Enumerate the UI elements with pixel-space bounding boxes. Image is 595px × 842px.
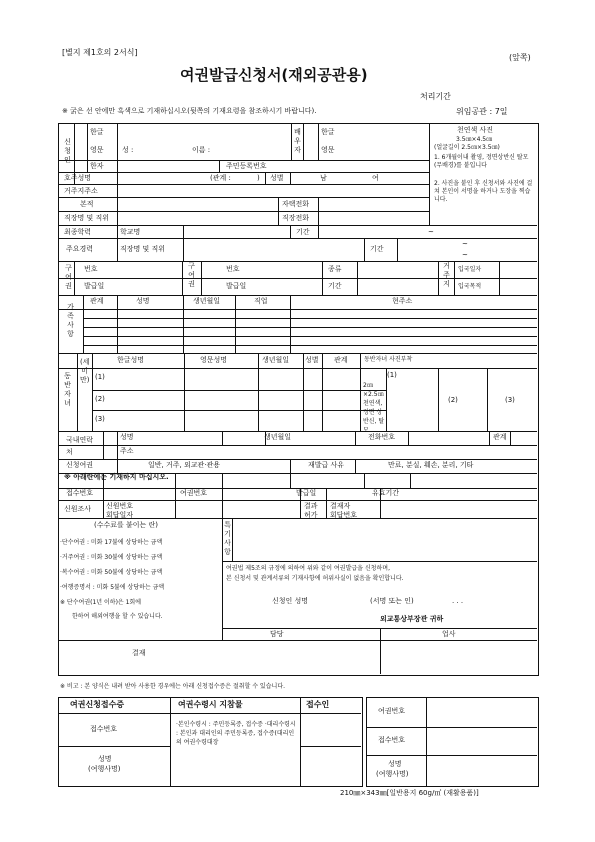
- reply-number-label: 회답번호: [330, 511, 358, 519]
- companion-col-birth: 생년월일: [262, 356, 290, 364]
- employer-label: 직장명 및 직위: [120, 245, 166, 253]
- receipt-name-label: 성명: [98, 755, 112, 763]
- companion-col-english: 영문성명: [200, 356, 228, 364]
- stay-label: 거주지: [443, 262, 450, 288]
- contact-name-label: 성명: [120, 433, 134, 441]
- receipt-number-label: 접수번호: [90, 725, 118, 733]
- family-col-name: 성명: [136, 297, 150, 305]
- entry-purpose-label: 입국목적: [458, 283, 482, 290]
- form-title: 여권발급신청서(재외공관용): [180, 66, 368, 84]
- receipt-no-label: 접수번호: [66, 489, 94, 497]
- companion-photo-note: 2㎝×2.5㎝ 천연색, 정면 상반신, 탈모: [363, 382, 385, 434]
- sex-male[interactable]: 남: [320, 174, 327, 182]
- old-passport-group: 구여권: [65, 264, 72, 290]
- paper-spec: 210㎜×343㎜[일반용지 60g/㎡ (재활용품)]: [340, 789, 479, 797]
- family-col-job: 직업: [254, 297, 268, 305]
- period-label: 기간: [296, 228, 310, 236]
- valid-until-label: 유효기간: [372, 489, 400, 497]
- fee-residence: ·거주여권 : 미화 30불에 상당하는 금액: [60, 554, 163, 561]
- companion-photo-1: (1): [387, 371, 397, 379]
- family-col-address: 현주소: [392, 297, 413, 305]
- fee-note-2: 한하여 해외여행을 할 수 있습니다.: [72, 613, 163, 620]
- entry-date-label: 입국일자: [458, 266, 482, 273]
- sex-female[interactable]: 여: [372, 174, 379, 182]
- fee-note-1: ※ 단수여권(1년 이하)은 1회에: [60, 599, 142, 606]
- result-label: 결과: [304, 502, 318, 510]
- receipt-title: 여권신청접수증: [70, 700, 125, 709]
- passport-kind-options[interactable]: 일반, 거주, 외교관·관용: [148, 461, 220, 469]
- companion-photo-3: (3): [505, 396, 515, 404]
- applicant-signature-label: 신청인 성명: [272, 597, 309, 605]
- office-issue-date-label: 발급일: [296, 489, 317, 497]
- right-receipt-no-label: 접수번호: [378, 736, 406, 744]
- receipt-agency-label: (여행사명): [88, 765, 121, 773]
- applicant-group-label: 신청인: [64, 138, 71, 164]
- companion-group-label: 동반자녀: [64, 372, 71, 407]
- contact-relation-label: 관계: [493, 433, 507, 441]
- school-label: 학교명: [120, 228, 141, 236]
- pickup-items-title: 여권수령시 지참물: [178, 700, 243, 709]
- right-name-label: 성명: [388, 760, 402, 768]
- reply-no-label: 회답일자: [106, 511, 134, 519]
- applicant-hanja-label: 한자: [90, 162, 104, 170]
- office-passport-no-label: 여권번호: [180, 489, 208, 497]
- companion-row-3: (3): [95, 415, 105, 423]
- companion-col-photo: 동반자녀 사진부착: [364, 356, 413, 363]
- relation-open: (관계 :: [210, 174, 231, 182]
- spouse-english-label: 영문: [321, 146, 335, 154]
- companion-photo-2: (2): [448, 396, 458, 404]
- education-label: 최종학력: [64, 228, 92, 236]
- reviewer-label: 업사: [442, 630, 456, 638]
- old-passport-issue-label: 발급일: [84, 282, 105, 290]
- surname-label: 성 :: [122, 146, 134, 154]
- processing-period-label: 처리기간: [420, 92, 451, 101]
- signature-note: (서명 또는 인): [370, 597, 414, 605]
- fee-box-title: (수수료를 붙이는 란): [94, 521, 159, 529]
- special-notes-label: 특기사항: [224, 521, 231, 556]
- instruction-notice: ※ 굵은 선 안에만 흑색으로 기재하십시오(뒷쪽의 기재요령을 참조하시기 바랍니다).: [62, 107, 317, 115]
- new-passport-group: 구여권: [188, 262, 195, 288]
- relation-close: ): [257, 174, 260, 182]
- period-tilde: ~: [428, 228, 434, 236]
- passport-number-label: 번호: [226, 265, 240, 273]
- fee-multiple: ·복수여권 : 미화 50불에 상당하는 금액: [60, 569, 163, 576]
- resident-no-label: 주민등록번호: [226, 162, 267, 170]
- declaration-line-1: 여권법 제5조의 규정에 의하여 위와 같이 여권발급을 신청하며,: [226, 565, 390, 572]
- contact-birth-label: 생년월일: [264, 433, 292, 441]
- contact-address-label: 주소: [120, 447, 134, 455]
- companion-row-1: (1): [95, 373, 105, 381]
- addressee: 외교통상부장관 귀하: [380, 615, 444, 623]
- passport-term-label: 기간: [328, 282, 342, 290]
- work-phone-label: 직장전화: [282, 214, 310, 222]
- page-side-label: (앞쪽): [509, 53, 531, 62]
- domicile-label: 본적: [80, 200, 94, 208]
- reissue-reason-label: 재발급 사유: [308, 461, 345, 469]
- contact-phone-label: 전화번호: [368, 433, 396, 441]
- career-label: 주요경력: [66, 245, 94, 253]
- fee-single: ·단수여권 : 미화 17불에 상당하는 금액: [60, 539, 163, 546]
- companion-age-label: (세 미 만): [80, 358, 90, 384]
- signature-date: . . .: [452, 597, 464, 605]
- passport-kind-label: 신청여권: [66, 461, 94, 469]
- processing-period-value: 위임공관 : 7일: [456, 107, 508, 116]
- companion-col-relation: 관계: [334, 356, 348, 364]
- annex-label: [별지 제1호의 2서식]: [62, 48, 138, 57]
- career-period-label: 기간: [370, 245, 384, 253]
- residence-label: 거주지주소: [64, 187, 98, 195]
- office-use-notice: ※ 아래란에는 기재하지 마십시오.: [64, 473, 169, 481]
- family-col-birth: 생년월일: [193, 297, 221, 305]
- applicant-korean-label: 한글: [90, 128, 104, 136]
- declaration-line-2: 본 신청서 및 관계서류의 기재사항에 허위사실이 없음을 확인합니다.: [226, 575, 404, 582]
- pickup-items-text: ·본인수령시 : 주민등록증, 접수증 ·대리수령시 : 본인과 대리인의 주민등록증, 접수증(대리인의 여권수령대장: [176, 721, 296, 746]
- approval-label: 결재자: [330, 502, 351, 510]
- passport-type-label: 종류: [328, 265, 342, 273]
- fee-travel-cert: ·여행증명서 : 미화 5불에 상당하는 금액: [60, 584, 165, 591]
- home-phone-label: 자택전화: [282, 200, 310, 208]
- spouse-group-label: 배우자: [294, 128, 301, 154]
- passport-issue-label: 발급일: [226, 282, 247, 290]
- review-no-label: 신원번호: [106, 502, 134, 510]
- receiver-title: 접수인: [306, 700, 330, 709]
- workplace-label: 직장명 및 직위: [64, 214, 110, 222]
- applicant-english-label: 영문: [90, 146, 104, 154]
- final-approval-label: 결재: [132, 649, 146, 657]
- right-agency-label: (여행사명): [376, 770, 409, 778]
- permit-label: 허가: [304, 511, 318, 519]
- footnote: ※ 비고 : 본 양식은 내려 받아 사용한 경우에는 아래 신청접수증은 절취할 수 있습니다.: [60, 683, 286, 690]
- family-group-label: 가족사항: [67, 303, 74, 338]
- companion-col-sex: 성별: [305, 356, 319, 364]
- career-tilde-2: ~: [462, 251, 468, 259]
- career-tilde-1: ~: [462, 240, 468, 248]
- sex-label: 성별: [270, 174, 284, 182]
- family-head-label: 호주성명: [64, 174, 92, 182]
- background-check-label: 신원조사: [64, 505, 92, 513]
- right-passport-no-label: 여권번호: [378, 707, 406, 715]
- officer-label: 담당: [270, 630, 284, 638]
- reissue-reason-options[interactable]: 만료, 분실, 훼손, 분리, 기타: [388, 461, 474, 469]
- companion-col-korean: 한글성명: [117, 356, 145, 364]
- companion-row-2: (2): [95, 395, 105, 403]
- old-passport-number-label: 번호: [84, 265, 98, 273]
- spouse-korean-label: 한글: [321, 128, 335, 136]
- domestic-contact-label: 국내연락처: [66, 436, 94, 456]
- given-name-label: 이름 :: [192, 146, 211, 154]
- family-col-relation: 관계: [90, 297, 104, 305]
